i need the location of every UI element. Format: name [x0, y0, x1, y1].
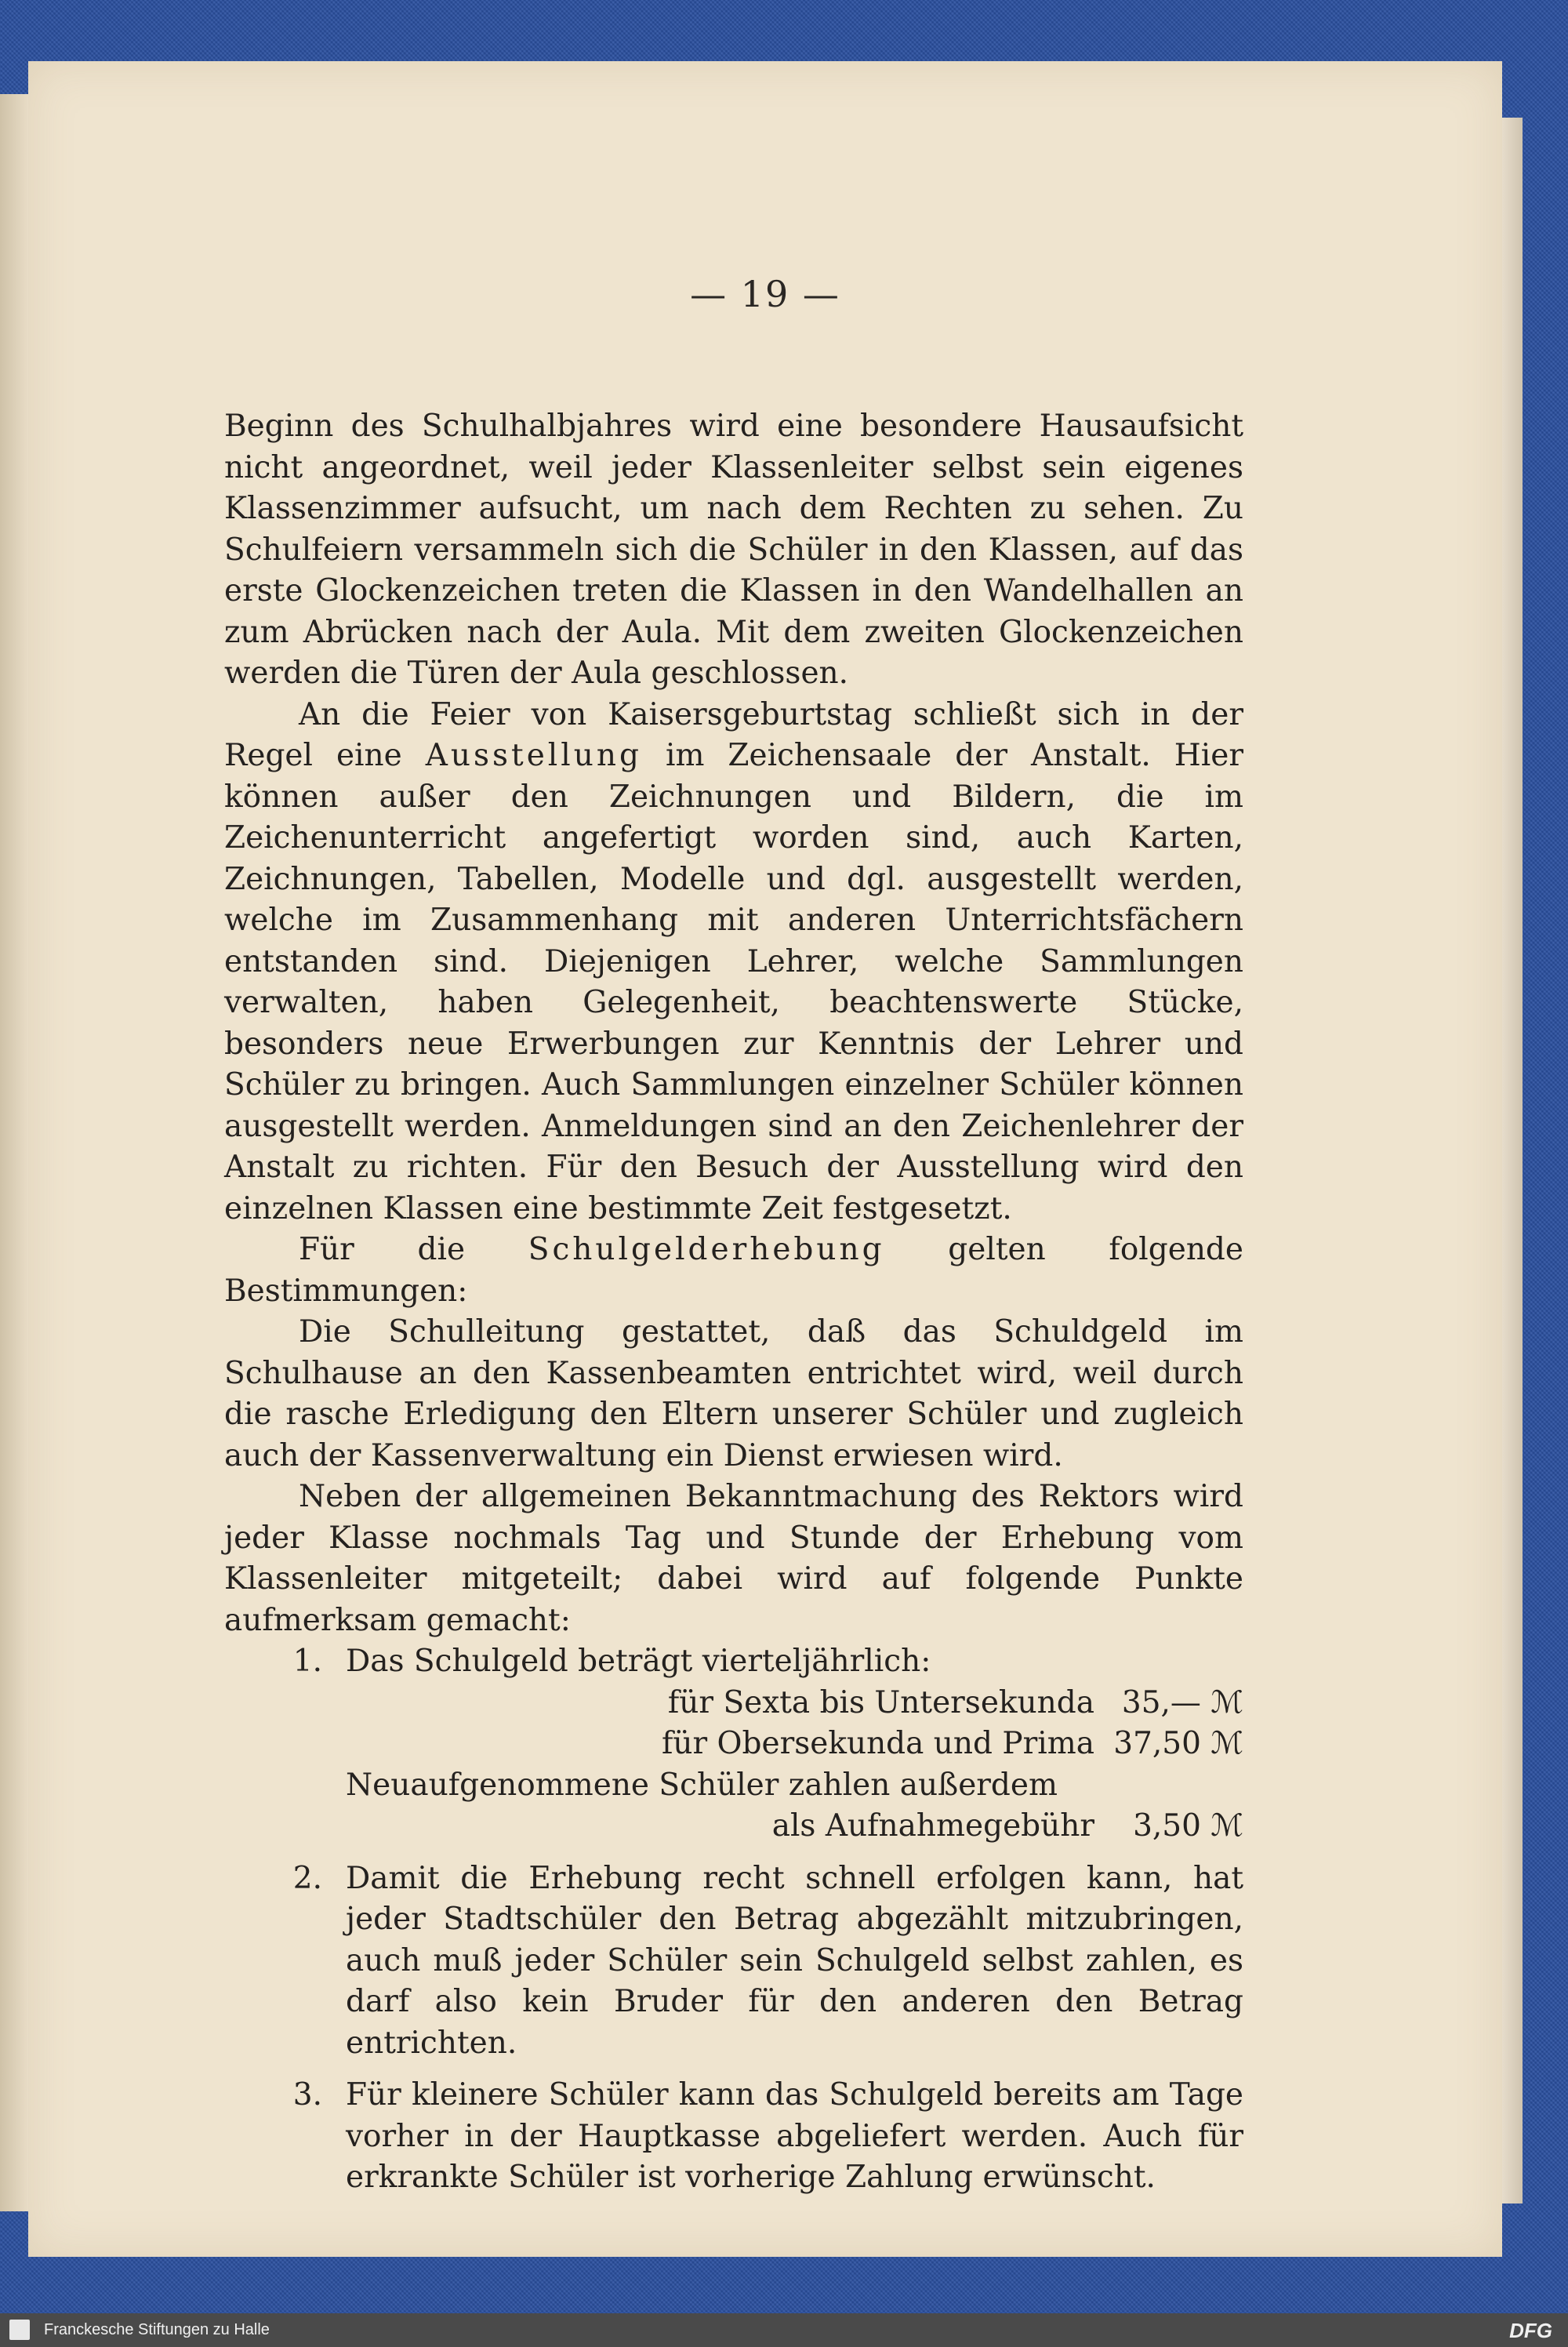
fee-amount: 3,50 ℳ [1133, 1808, 1243, 1844]
paragraph-3-start: Für die [299, 1232, 466, 1267]
book-page [28, 61, 1502, 2257]
paragraph-2-start: An die Feier von Kaisersgeburtstag schließt sich in der Regel eine [224, 696, 1243, 773]
paragraph-2 [224, 695, 1243, 1230]
fee-amount: 37,50 ℳ [1113, 1726, 1243, 1761]
list-number: 2. [292, 1860, 322, 1896]
left-page-edge [0, 94, 28, 2211]
institution-logo-icon [9, 2320, 30, 2340]
list-item-1 [224, 1641, 1243, 1847]
right-page-edge [1502, 118, 1523, 2203]
paragraph-5: Neben der allgemeinen Bekanntmachung des Rektors wird jeder Klasse nochmals Tag und Stunde der Erhebung vom Klassenleiter mitgeteilt; dabei wird auf folgende Punkte aufmerksam gemacht: [224, 1479, 1243, 1638]
page-text [224, 406, 1243, 2199]
fee-row [346, 1806, 1243, 1847]
fee-amount: 35,— ℳ [1121, 1684, 1243, 1720]
list-item-2 [224, 1858, 1243, 2065]
paragraph-4: Die Schulleitung gestattet, daß das Schuldgeld im Schulhause an den Kassenbeamten entrichtet wird, weil durch die rasche Erledigung den Eltern unserer Schüler und zugleich auch der Kassenverwaltung ein Dienst erwiesen wird. [224, 1314, 1243, 1473]
list-item-text: Damit die Erhebung recht schnell erfolgen kann, hat jeder Stadtschüler den Betrag abgezählt mitzubringen, auch muß jeder Schüler sein Schulgeld selbst zahlen, es darf also kein Bruder für den anderen den Betrag entrichten. [346, 1860, 1243, 2061]
emphasis-schulgelderhebung: Schulgelderhebung [528, 1232, 885, 1267]
institution-name: Franckesche Stiftungen zu Halle [44, 2321, 270, 2338]
dfg-logo: DFG [1509, 2319, 1552, 2342]
viewer-footer [0, 2313, 1568, 2347]
list-number: 3. [292, 2077, 322, 2113]
paragraph-1: Beginn des Schulhalbjahres wird eine besondere Hausaufsicht nicht angeordnet, weil jeder Klassenleiter selbst sein eigenes Klassenzimmer aufsucht, um nach dem Rechten zu sehen. Zu Schulfeiern versammeln sich die Schüler in den Klassen, auf das erste Glockenzeichen treten die Klassen in den Wandelhallen an zum Abrücken nach der Aula. Mit dem zweiten Glockenzeichen werden die Türen der Aula geschlossen. [224, 409, 1243, 691]
emphasis-ausstellung: Ausstellung [425, 738, 642, 773]
paragraph-2-rest: im Zeichensaale der Anstalt. Hier können außer den Zeichnungen und Bildern, die im Zeichenunterricht angefertigt worden sind, auch Karten, Zeichnungen, Tabellen, Modelle und dgl. ausgestellt werden, welche im Zusammenhang mit anderen Unterrichtsfächern entstanden sind. Diejenigen Lehrer, welche Sammlungen verwalten, haben Gelegenheit, beachtenswerte Stücke, besonders neue Erwerbungen zur Kenntnis der Lehrer und Schüler zu bringen. Auch Sammlungen einzelner Schüler können ausgestellt werden. Anmeldungen sind an den Zeichenlehrer der Anstalt zu richten. Für den Besuch der Ausstellung wird den einzelnen Klassen eine bestimmte Zeit festgesetzt. [224, 738, 1243, 1226]
list-item-text: Für kleinere Schüler kann das Schulgeld bereits am Tage vorher in der Hauptkasse abgeliefert werden. Auch für erkrankte Schüler ist vorherige Zahlung erwünscht. [346, 2077, 1243, 2195]
list-number: 1. [292, 1644, 322, 1679]
fee-row [346, 1724, 1243, 1765]
fee-label: für Obersekunda und Prima [661, 1726, 1094, 1761]
list-item-text: Das Schulgeld beträgt vierteljährlich: [346, 1644, 931, 1679]
paragraph-3 [224, 1230, 1243, 1312]
fee-table [346, 1683, 1243, 1847]
fee-note: Neuaufgenommene Schüler zahlen außerdem [346, 1767, 1058, 1803]
paragraph-3-rest: gelten folgende Bestimmungen: [224, 1232, 1243, 1309]
fee-label: als Aufnahmegebühr [771, 1808, 1094, 1844]
list-item-3 [224, 2075, 1243, 2199]
fee-row [346, 1683, 1243, 1724]
page-number: — 19 — [690, 273, 840, 315]
fee-label: für Sexta bis Untersekunda [667, 1684, 1094, 1720]
